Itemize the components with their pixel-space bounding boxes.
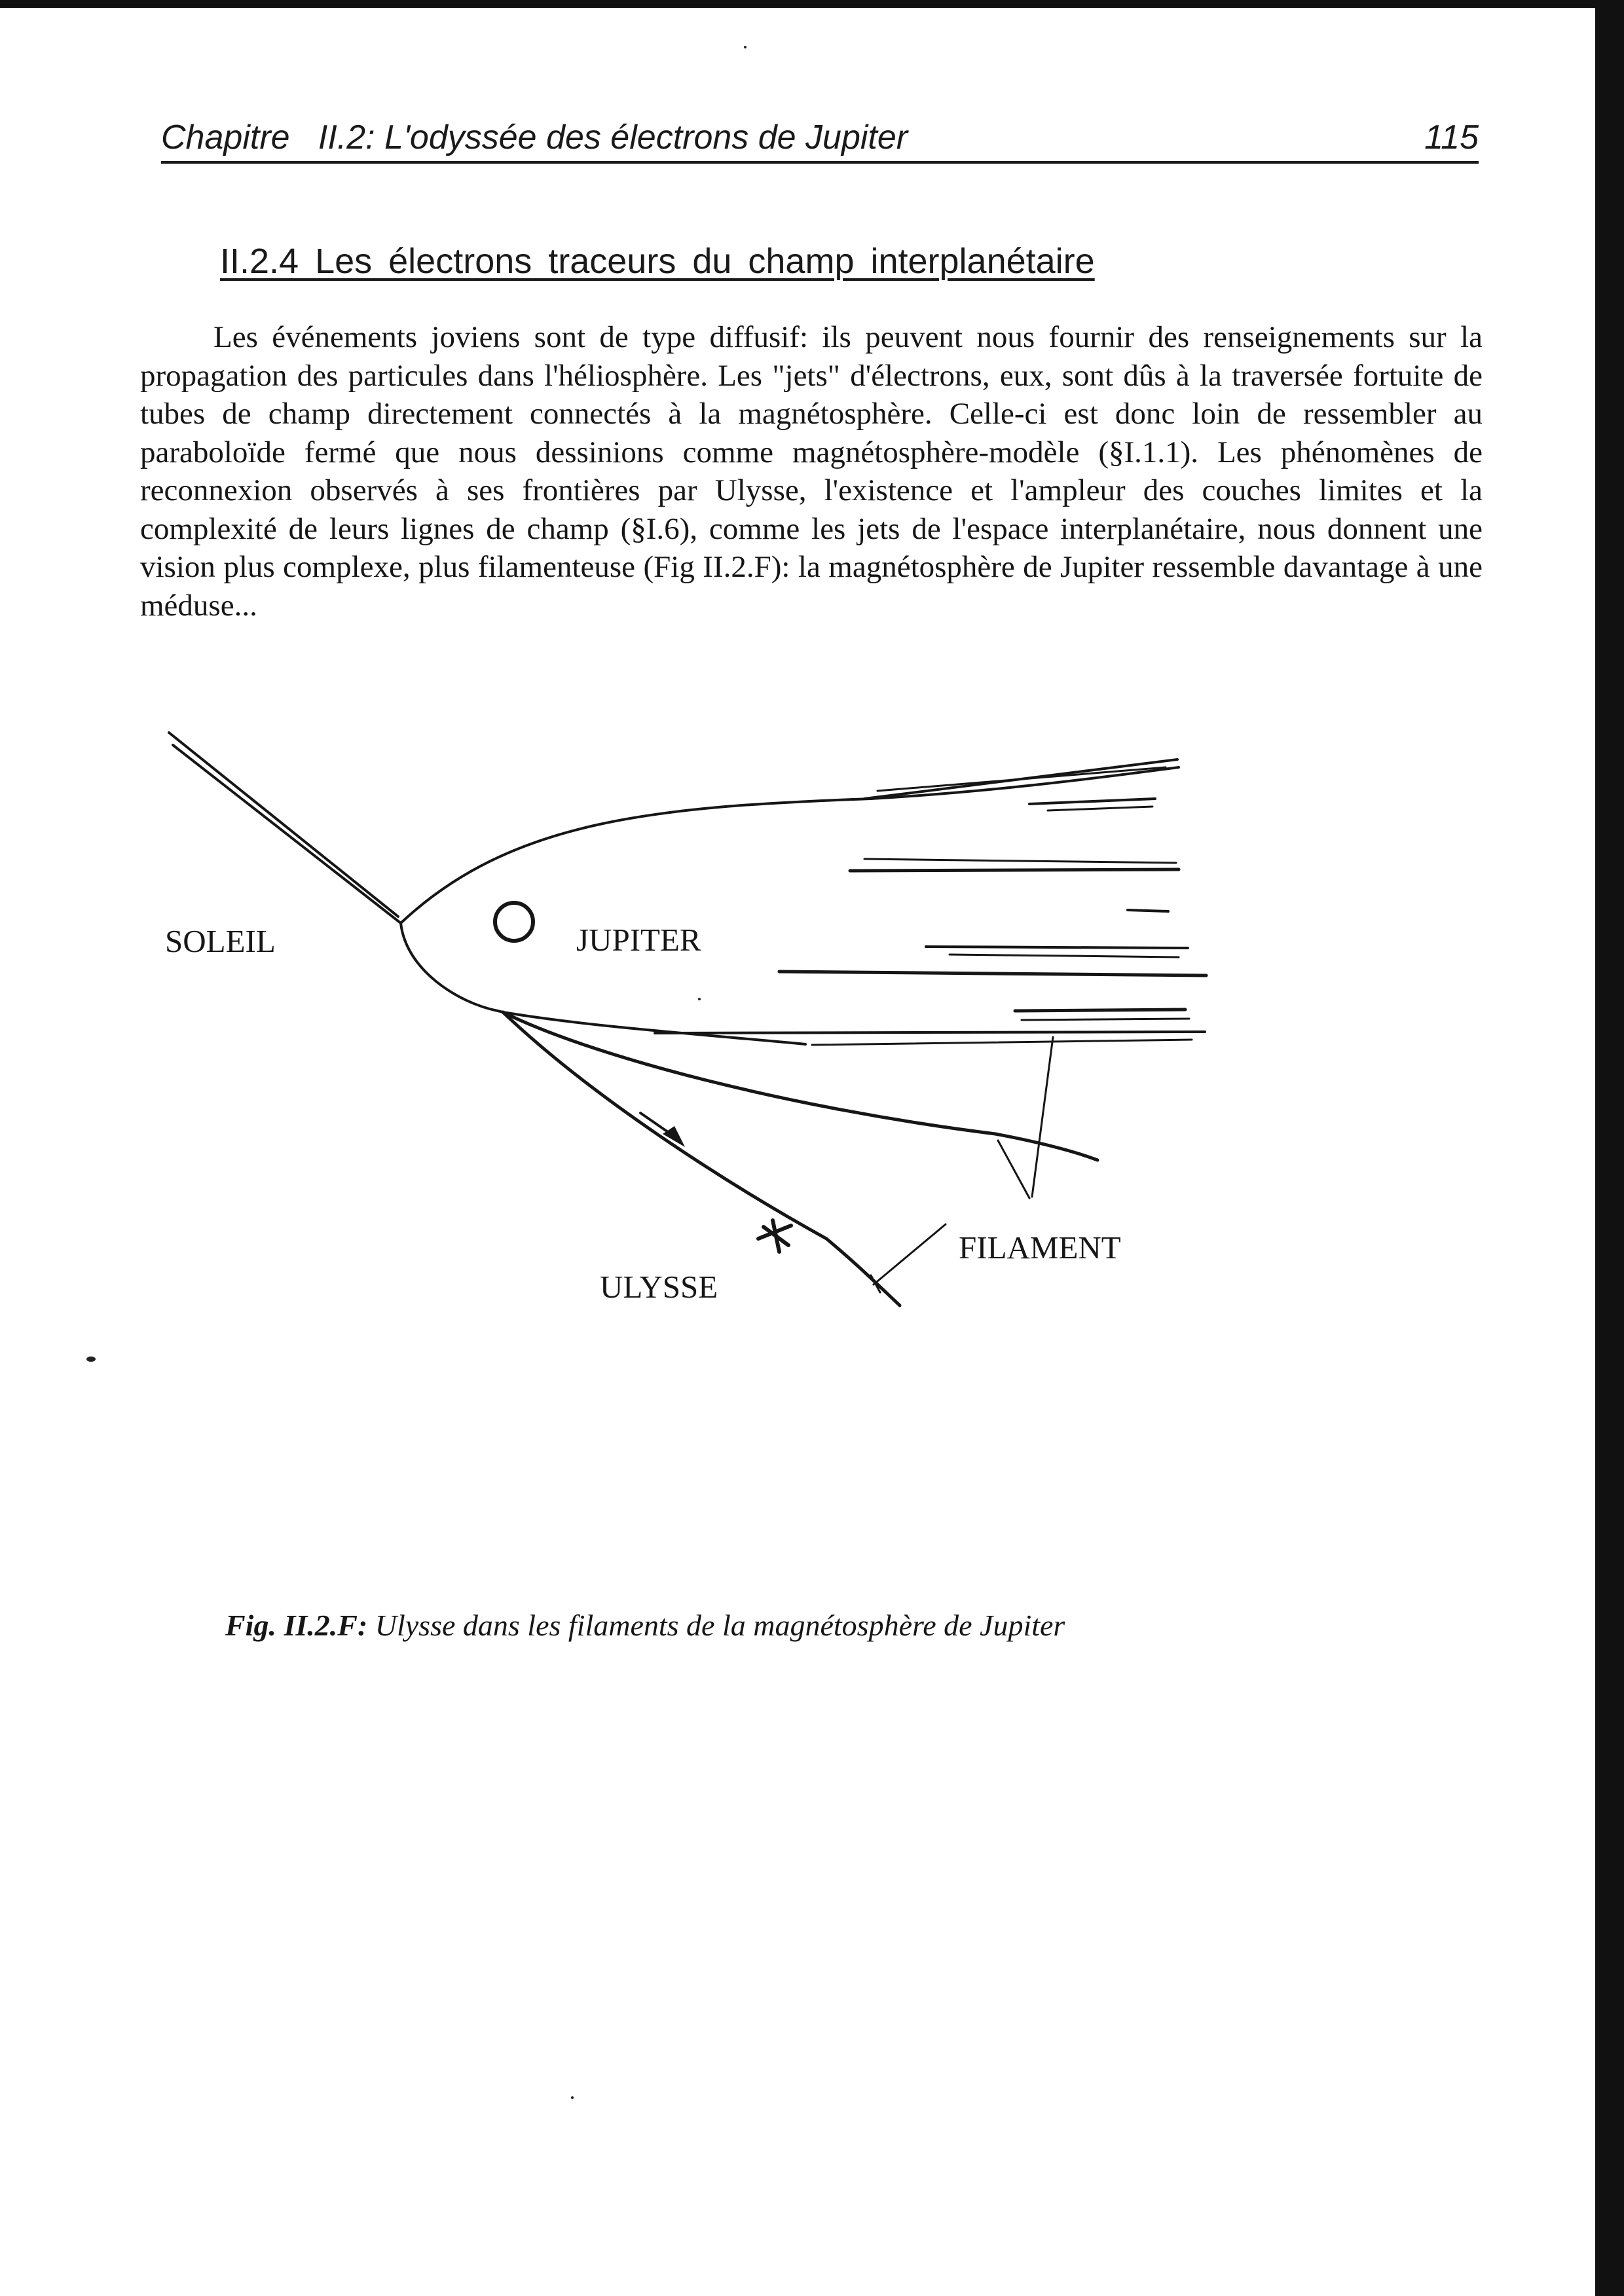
scan-speck (698, 998, 701, 1000)
label-filament: FILAMENT (959, 1230, 1121, 1266)
running-header (161, 118, 1479, 164)
direction-arrow-head (663, 1126, 685, 1147)
lower-filament (503, 1012, 1098, 1160)
jet-12 (1022, 1019, 1189, 1020)
figure-caption (225, 1608, 1065, 1643)
magnetopause-upper (401, 767, 1179, 923)
body-paragraph: Les événements joviens sont de type diffusif: ils peuvent nous fournir des renseignements sur la propagation des particules dans l'héliosphère. Les "jets" d'électrons, eux, sont dûs à la traversée fortuite de tubes de champ directement connectés à la magnétosphère. Celle-ci est donc loin de ressembler au paraboloïde fermé que nous dessinions comme magnétosphère-modèle (§I.1.1). Les phénomènes de reconnexion observés à ses frontières par Ulysse, l'existence et l'ampleur des couches limites et la complexité de leurs lignes de champ (§I.6), comme les jets de l'espace interplanétaire, nous donnent une vision plus complexe, plus filamenteuse (Fig II.2.F): la magnétosphère de Jupiter ressemble davantage à une méduse... (140, 320, 1483, 623)
filament-pointer-3 (874, 1224, 946, 1285)
scan-speck (86, 1357, 96, 1362)
jet-10 (779, 972, 1206, 975)
chapter-title: Chapitre II.2: L'odyssée des électrons de Jupiter (161, 118, 908, 156)
jet-6 (864, 859, 1176, 863)
jet-14 (812, 1040, 1192, 1045)
label-ulysse: ULYSSE (600, 1269, 718, 1305)
scan-speck (571, 2096, 574, 2099)
jupiter-circle (495, 903, 533, 941)
jet-2 (877, 767, 1166, 791)
section-heading: II.2.4 Les électrons traceurs du champ interplanétaire (220, 242, 1095, 281)
figure-caption-label: Fig. II.2.F: (225, 1609, 368, 1642)
jet-11 (1015, 1010, 1185, 1011)
figure-caption-text: Ulysse dans les filaments de la magnétosphère de Jupiter (367, 1609, 1065, 1642)
ulysse-spacecraft (758, 1220, 791, 1252)
filament-pointer-2 (1032, 1037, 1053, 1197)
label-jupiter: JUPITER (576, 922, 701, 958)
jet-4 (1048, 807, 1153, 811)
filament-tick (871, 1275, 880, 1292)
label-soleil: SOLEIL (165, 923, 276, 959)
jet-8 (926, 947, 1188, 948)
jet-7 (1128, 910, 1168, 911)
jet-1 (864, 759, 1177, 799)
jet-13 (655, 1032, 1205, 1033)
jet-5 (850, 869, 1179, 871)
magnetopause-lower (401, 923, 805, 1044)
solar-wind-line-2 (173, 745, 401, 923)
solar-wind-line-1 (169, 733, 398, 917)
page-number: 115 (1424, 118, 1479, 156)
jet-3 (1029, 799, 1155, 804)
document-page (0, 8, 1595, 2296)
filament-pointer-1 (998, 1140, 1029, 1198)
direction-arrow-shaft (640, 1113, 674, 1137)
scan-speck (744, 46, 747, 48)
jet-9 (950, 955, 1179, 957)
ulysse-field-line (503, 1012, 900, 1305)
